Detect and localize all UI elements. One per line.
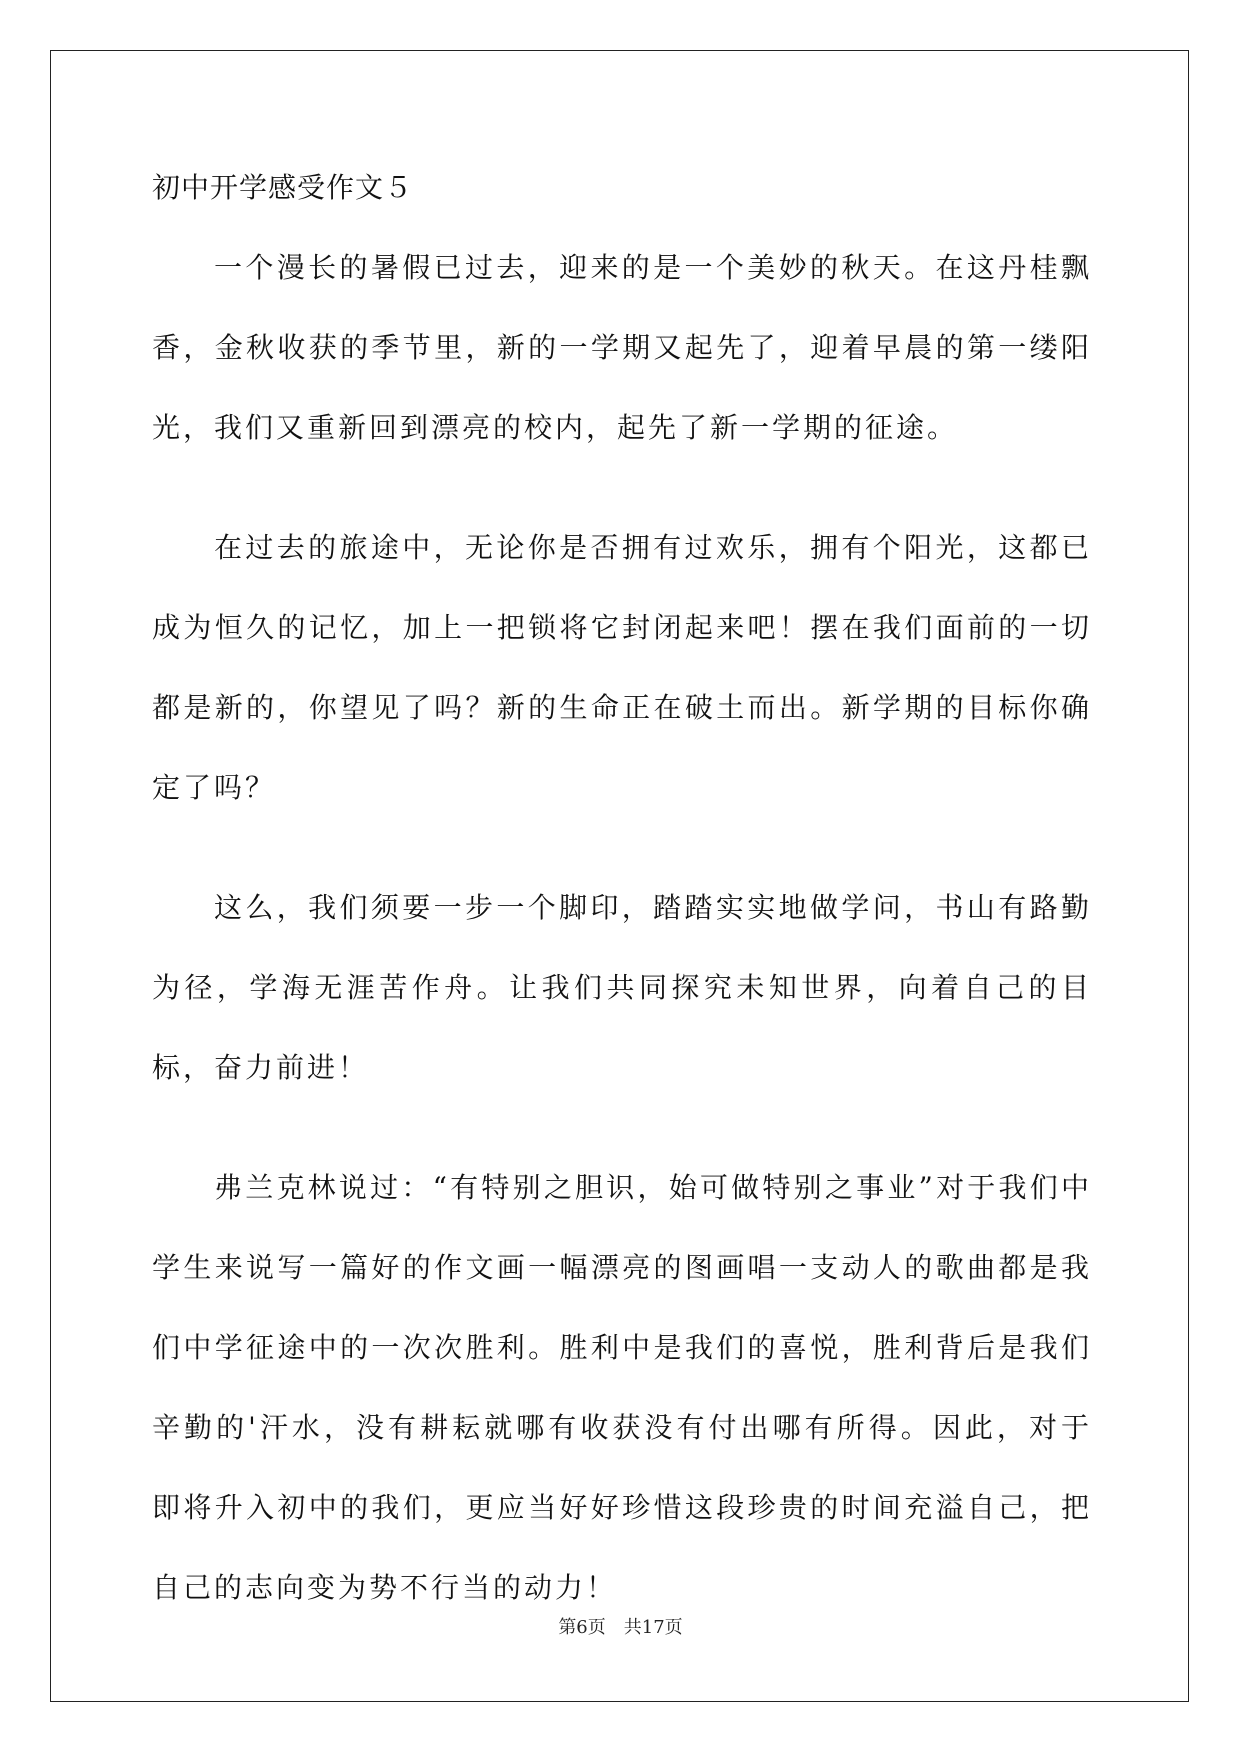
page-number: 第6页 bbox=[558, 1617, 606, 1638]
paragraph-1: 一个漫长的暑假已过去，迎来的是一个美妙的秋天。在这丹桂飘香，金秋收获的季节里，新的一学期又起先了，迎着早晨的第一缕阳光，我们又重新回到漂亮的校内，起先了新一学期的征途。 bbox=[152, 251, 1092, 444]
paragraph-3: 这么，我们须要一步一个脚印，踏踏实实地做学问，书山有路勤为径，学海无涯苦作舟。让我们共同探究未知世界，向着自己的目标，奋力前进！ bbox=[152, 891, 1092, 1084]
document-title: 初中开学感受作文５ bbox=[152, 171, 414, 204]
paragraph-4: 弗兰克林说过：“有特别之胆识，始可做特别之事业”对于我们中学生来说写一篇好的作文画一幅漂亮的图画唱一支动人的歌曲都是我们中学征途中的一次次胜利。胜利中是我们的喜悦，胜利背后是我们辛勤的'汗水，没有耕耘就哪有收获没有付出哪有所得。因此，对于即将升入初中的我们，更应当好好珍惜这段珍贵的时间充溢自己，把自己的志向变为势不行当的动力！ bbox=[152, 1171, 1092, 1604]
document-body bbox=[152, 168, 1092, 1628]
page-footer bbox=[0, 1616, 1241, 1640]
page-total: 共17页 bbox=[623, 1617, 683, 1638]
paragraph-2: 在过去的旅途中，无论你是否拥有过欢乐，拥有个阳光，这都已成为恒久的记忆，加上一把锁将它封闭起来吧！摆在我们面前的一切都是新的，你望见了吗？新的生命正在破土而出。新学期的目标你确定了吗？ bbox=[152, 531, 1092, 804]
